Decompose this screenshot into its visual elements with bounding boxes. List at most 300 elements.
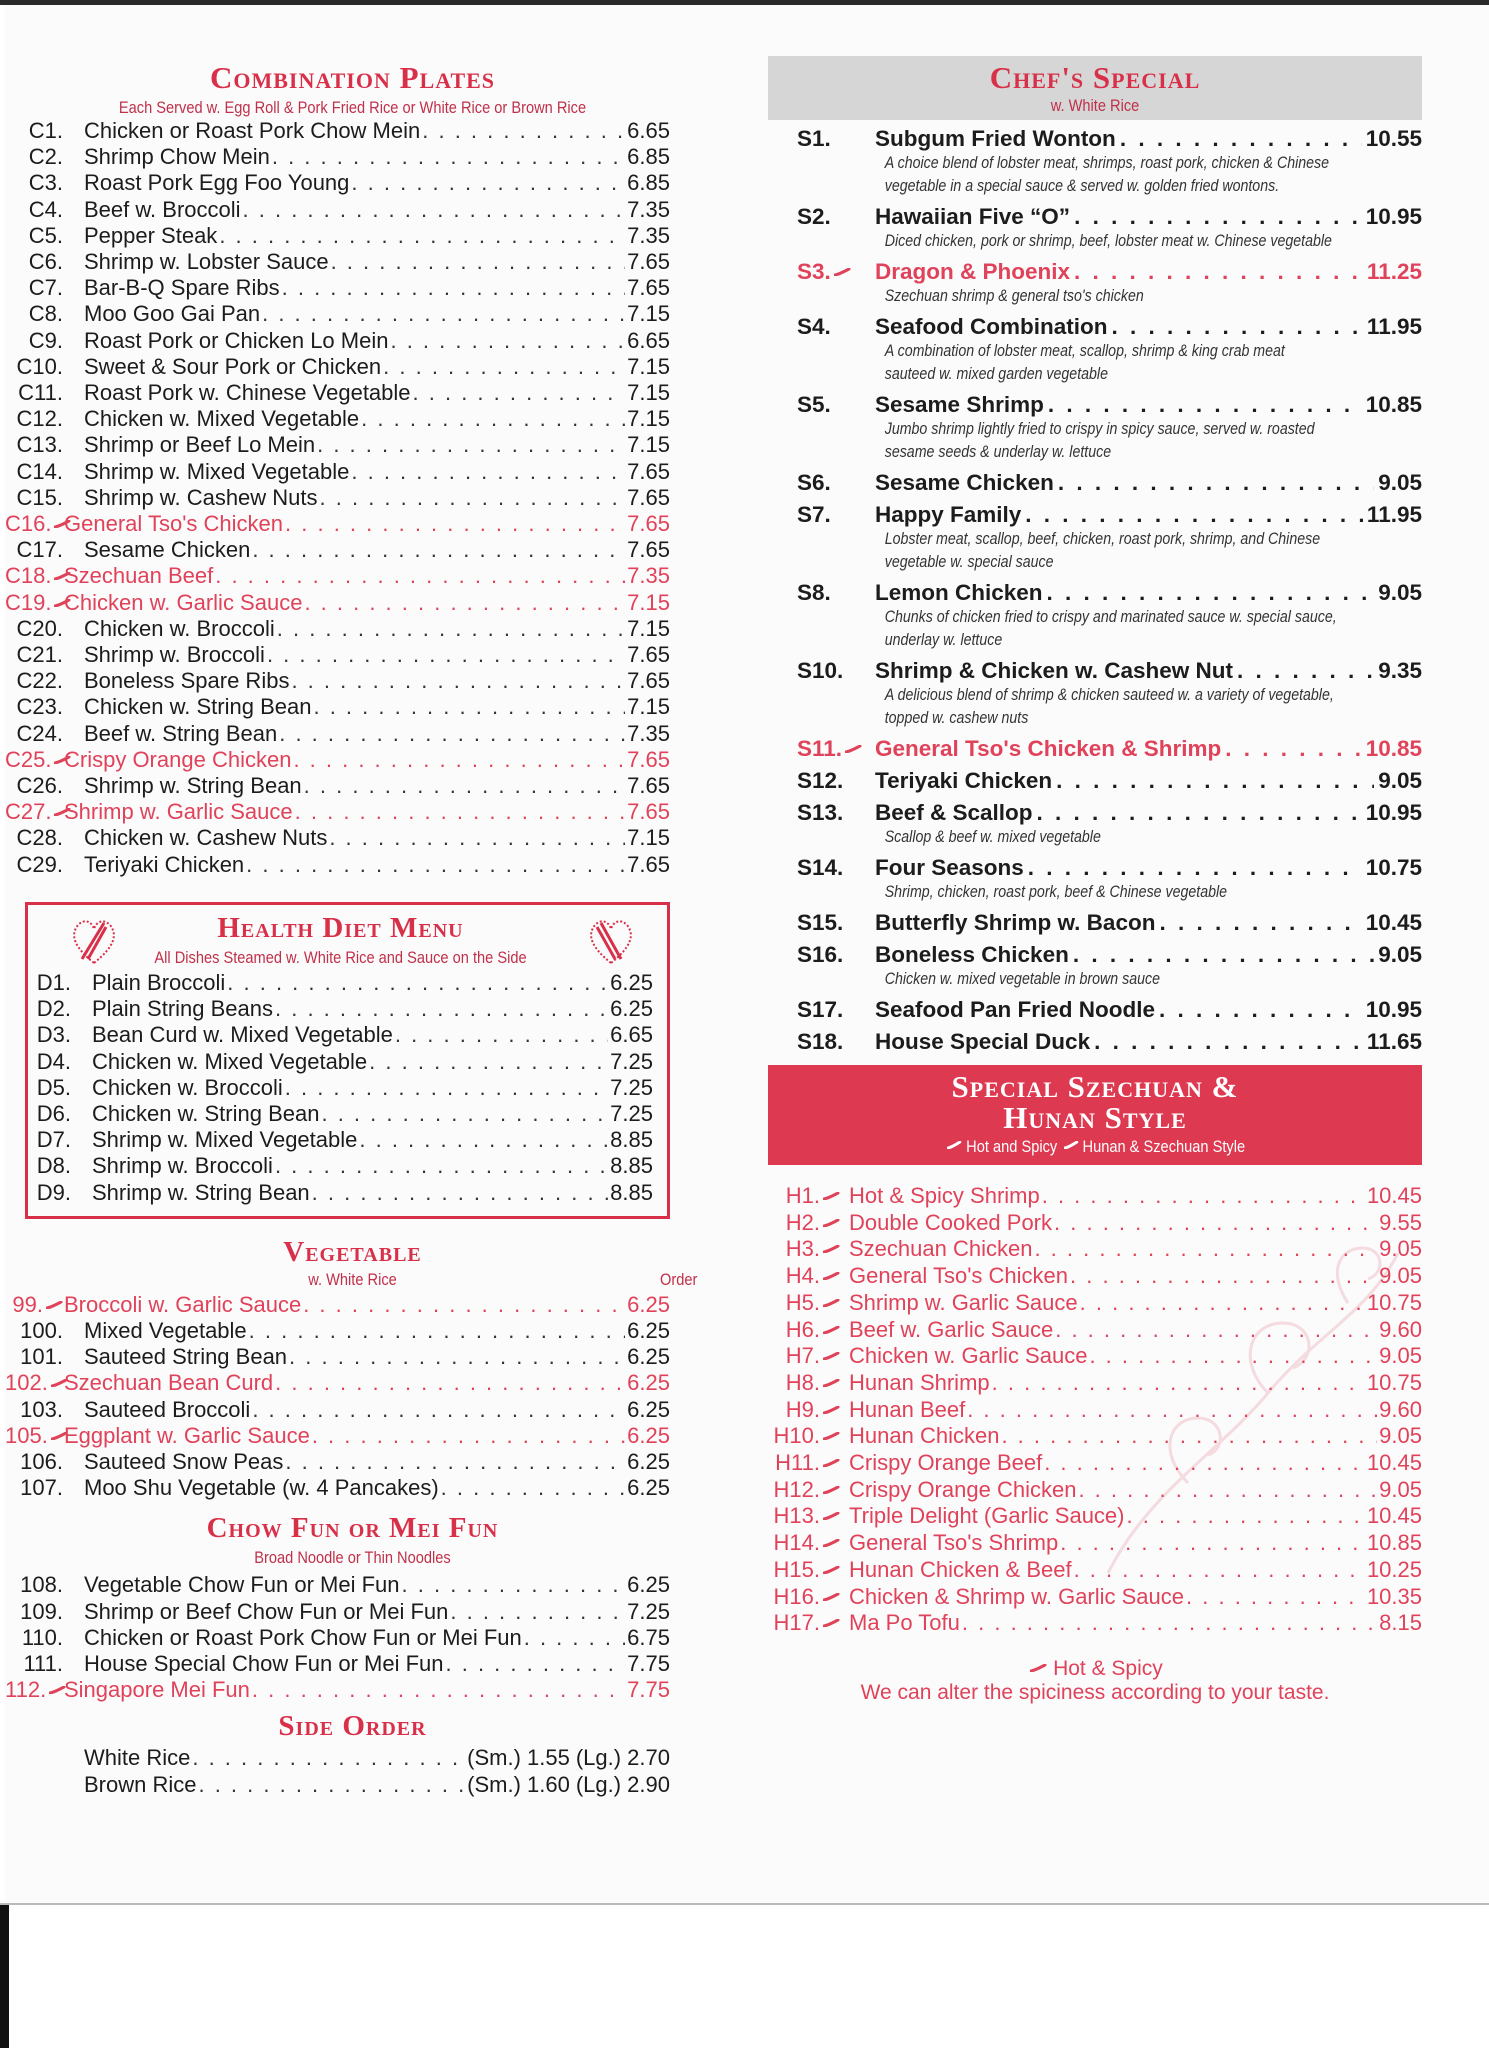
menu-item	[5, 459, 670, 485]
chef-special-item	[797, 997, 1422, 1023]
chili-pepper-icon	[845, 745, 862, 753]
item-code: C1.	[28, 118, 63, 143]
dot-leader	[1078, 1477, 1377, 1504]
item-name: Singapore Mei Fun	[64, 1677, 250, 1703]
item-name: Sesame Chicken	[84, 537, 251, 563]
item-code: C29.	[16, 851, 63, 877]
chili-pepper-icon	[823, 1619, 840, 1627]
item-name: Chicken w. String Bean	[84, 694, 312, 720]
dot-leader	[351, 459, 625, 485]
chowfun-subtitle: Broad Noodle or Thin Noodles	[254, 1548, 451, 1568]
chili-pepper-icon	[46, 1301, 63, 1309]
item-name: Chicken or Roast Pork Chow Fun or Mei Fun	[84, 1624, 522, 1650]
item-price: 7.15	[627, 432, 670, 458]
item-price: 7.75	[627, 1650, 670, 1676]
item-price: 10.75	[1366, 1289, 1422, 1315]
dot-leader	[312, 1180, 609, 1206]
menu-item	[768, 1423, 1422, 1450]
menu-item	[13, 1101, 653, 1127]
menu-item	[768, 1610, 1422, 1637]
menu-item	[13, 970, 653, 996]
item-code: C15.	[16, 484, 63, 510]
menu-item	[5, 825, 670, 851]
szechuan-title-line1: Special Szechuan &	[951, 1069, 1239, 1104]
dot-leader	[252, 1677, 625, 1703]
item-price: 6.25	[627, 1344, 670, 1370]
item-price: 10.45	[1365, 910, 1422, 935]
item-name: Vegetable Chow Fun or Mei Fun	[84, 1572, 400, 1598]
item-code: H16.	[768, 1584, 842, 1611]
item-name: Seafood Combination	[875, 314, 1108, 339]
szechuan-title-line2: Hunan Style	[1003, 1100, 1187, 1135]
item-name: Double Cooked Pork	[849, 1209, 1053, 1235]
menu-item	[768, 1503, 1422, 1530]
item-price: 9.05	[1379, 1236, 1422, 1262]
menu-item	[5, 1449, 670, 1475]
dot-leader	[1037, 800, 1362, 826]
item-code: D7.	[36, 1127, 71, 1153]
item-name: Crispy Orange Beef	[849, 1450, 1043, 1476]
item-price: 7.75	[627, 1677, 670, 1703]
item-price: 9.60	[1379, 1316, 1422, 1342]
dot-leader	[1073, 942, 1374, 968]
item-code: C14.	[16, 458, 63, 484]
item-name: Beef & Scallop	[875, 800, 1033, 825]
item-code: C16.	[5, 511, 64, 537]
item-code: C28.	[16, 825, 63, 851]
menu-item	[768, 1397, 1422, 1424]
chef-special-item	[797, 910, 1422, 936]
item-code: H10.	[768, 1423, 842, 1450]
item-description: Chicken w. mixed vegetable in brown sauce	[884, 970, 1161, 988]
dot-leader	[1070, 1263, 1377, 1290]
menu-item	[768, 1210, 1422, 1237]
item-price: 7.15	[627, 380, 670, 406]
item-code: D9.	[36, 1179, 71, 1205]
item-name: Ma Po Tofu	[849, 1610, 960, 1636]
dot-leader	[304, 590, 625, 616]
item-price: 6.65	[627, 327, 670, 353]
item-code: S12.	[797, 768, 844, 793]
dot-leader	[219, 223, 625, 249]
szechuan-list	[768, 1183, 1422, 1637]
item-name: Roast Pork Egg Foo Young	[84, 170, 350, 196]
dot-leader	[312, 1423, 625, 1449]
dot-leader	[249, 1318, 626, 1344]
chef-special-item	[797, 942, 1422, 991]
item-price: 7.65	[627, 851, 670, 877]
combination-subtitle: Each Served w. Egg Roll & Pork Fried Rice or White Rice or Brown Rice	[118, 98, 587, 117]
dot-leader	[246, 852, 625, 878]
item-code: C27.	[5, 799, 64, 825]
menu-item	[5, 747, 670, 773]
item-price: 7.15	[627, 615, 670, 641]
item-description: A delicious blend of shrimp & chicken sauteed w. a variety of vegetable,	[884, 686, 1334, 704]
chowfun-list	[5, 1572, 670, 1703]
item-price: 8.85	[610, 1127, 653, 1153]
menu-item	[5, 170, 670, 196]
menu-item	[5, 301, 670, 327]
menu-item	[768, 1370, 1422, 1397]
menu-item	[5, 721, 670, 747]
menu-item	[5, 1370, 670, 1396]
dot-leader	[317, 432, 625, 458]
menu-item	[5, 1572, 670, 1598]
item-name: Shrimp Chow Mein	[84, 144, 270, 170]
item-price: 6.25	[610, 996, 653, 1022]
item-code: 108.	[20, 1572, 63, 1598]
item-code: D2.	[36, 996, 71, 1022]
dot-leader	[1044, 1450, 1365, 1477]
dot-leader	[272, 144, 625, 170]
item-price: 7.25	[610, 1048, 653, 1074]
item-name: Hot & Spicy Shrimp	[849, 1183, 1040, 1208]
dot-leader	[243, 197, 626, 223]
dot-leader	[285, 511, 625, 537]
chef-item-row	[797, 855, 1422, 881]
item-price: 7.35	[627, 563, 670, 589]
item-name: Beef w. String Bean	[84, 720, 278, 746]
item-name: Hunan Chicken & Beef	[849, 1556, 1072, 1582]
menu-item	[5, 1344, 670, 1370]
chili-pepper-icon	[823, 1245, 840, 1253]
menu-item	[5, 1397, 670, 1423]
item-code: H13.	[768, 1503, 842, 1530]
chili-pepper-icon	[1064, 1141, 1079, 1149]
item-price: 6.65	[627, 118, 670, 143]
item-code: H7.	[768, 1343, 842, 1370]
menu-item	[768, 1290, 1422, 1317]
chili-pepper-icon	[823, 1192, 840, 1200]
menu-item	[5, 275, 670, 301]
chef-item-row	[797, 658, 1422, 684]
chef-item-row	[797, 1029, 1422, 1055]
dot-leader	[1080, 1290, 1365, 1317]
dot-leader	[1074, 1557, 1365, 1584]
item-name: Boneless Chicken	[875, 942, 1069, 967]
item-code: 99.	[5, 1292, 64, 1318]
dot-leader	[282, 275, 626, 301]
item-price: 7.65	[627, 275, 670, 301]
chef-special-item	[797, 126, 1422, 198]
dot-leader	[1025, 502, 1363, 528]
item-code: S1.	[797, 126, 831, 151]
item-name: Chicken w. Mixed Vegetable	[92, 1048, 368, 1074]
item-name: Teriyaki Chicken	[875, 768, 1053, 793]
small-price: (Sm.) 1.55	[467, 1745, 570, 1771]
dot-leader	[1047, 580, 1375, 606]
large-price: (Lg.) 2.90	[575, 1771, 670, 1797]
szechuan-banner	[768, 1065, 1422, 1165]
menu-item	[5, 432, 670, 458]
dot-leader	[252, 537, 625, 563]
item-code: S10.	[797, 658, 844, 683]
item-name: Plain Broccoli	[92, 969, 226, 995]
item-name: Shrimp & Chicken w. Cashew Nut	[875, 658, 1233, 683]
item-code: C10.	[16, 353, 63, 379]
item-name: Roast Pork or Chicken Lo Mein	[84, 327, 389, 353]
item-code: S8.	[797, 580, 831, 605]
dot-leader	[267, 642, 625, 668]
item-code: C9.	[28, 327, 63, 353]
item-code: S11.	[797, 736, 849, 762]
item-code: S16.	[797, 942, 844, 967]
item-name: Shrimp w. String Bean	[92, 1179, 310, 1205]
item-name: Shrimp w. Mixed Vegetable	[84, 458, 350, 484]
chef-special-item	[797, 736, 1422, 762]
item-name: Boneless Spare Ribs	[84, 668, 290, 694]
item-code: C7.	[28, 275, 63, 301]
menu-item	[13, 1049, 653, 1075]
health-title: Health Diet Menu	[217, 911, 464, 944]
dot-leader	[285, 1075, 608, 1101]
chef-item-row	[797, 736, 1422, 762]
item-price: 6.25	[627, 1448, 670, 1474]
menu-item	[768, 1263, 1422, 1290]
chef-title: Chef's Special	[989, 60, 1201, 95]
item-price: 10.45	[1366, 1183, 1422, 1208]
item-code: 100.	[20, 1317, 63, 1343]
item-code: H1.	[768, 1183, 842, 1210]
dot-leader	[331, 249, 626, 275]
item-name: House Special Duck	[875, 1029, 1091, 1054]
side-order-list	[5, 1745, 670, 1797]
chef-special-item	[797, 502, 1422, 574]
chili-pepper-icon	[823, 1299, 840, 1307]
item-name: Shrimp or Beef Chow Fun or Mei Fun	[84, 1598, 449, 1624]
item-price: 10.75	[1366, 1369, 1422, 1395]
item-name: Bar-B-Q Spare Ribs	[84, 275, 280, 301]
chili-pepper-icon	[823, 1432, 840, 1440]
menu-item	[768, 1584, 1422, 1611]
item-price: 6.25	[627, 1572, 670, 1598]
health-list	[13, 970, 653, 1206]
dot-leader	[329, 825, 625, 851]
menu-item	[5, 642, 670, 668]
chef-item-row	[797, 259, 1422, 285]
item-code: S13.	[797, 800, 844, 825]
item-code: D5.	[36, 1074, 71, 1100]
item-name: Crispy Orange Chicken	[64, 746, 292, 772]
menu-item	[768, 1183, 1422, 1210]
hot-spicy-label: Hot and Spicy	[966, 1137, 1058, 1156]
item-price: 9.05	[1378, 470, 1422, 495]
menu-item	[5, 144, 670, 170]
chef-special-item	[797, 658, 1422, 730]
chef-item-row	[797, 997, 1422, 1023]
menu-item	[5, 1475, 670, 1501]
item-code: C26.	[16, 773, 63, 799]
menu-item	[5, 328, 670, 354]
item-code: S7.	[797, 502, 831, 527]
item-name: Pepper Steak	[84, 222, 218, 248]
chef-special-item	[797, 314, 1422, 386]
dot-leader	[1058, 470, 1374, 496]
item-code: C13.	[16, 432, 63, 458]
item-name: Four Seasons	[875, 855, 1024, 880]
dot-leader	[275, 996, 608, 1022]
item-price: 6.25	[627, 1370, 670, 1396]
item-code: C24.	[16, 720, 63, 746]
chili-pepper-icon	[54, 520, 71, 528]
item-name: Chicken w. Cashew Nuts	[84, 825, 328, 851]
item-price: 10.95	[1365, 800, 1422, 825]
item-price: 6.25	[627, 1475, 670, 1501]
item-name: Chicken w. Broccoli	[84, 615, 275, 641]
item-code: 103.	[20, 1396, 63, 1422]
dot-leader	[1034, 1236, 1377, 1263]
dot-leader	[962, 1610, 1377, 1637]
chef-item-row	[797, 126, 1422, 152]
item-name: Shrimp w. Garlic Sauce	[64, 799, 293, 825]
item-name: General Tso's Chicken	[849, 1263, 1069, 1289]
dot-leader	[413, 380, 626, 406]
legend-label: Hot & Spicy	[1053, 1656, 1163, 1680]
item-code: S4.	[797, 314, 831, 339]
dot-leader	[1094, 1029, 1363, 1055]
menu-item	[768, 1477, 1422, 1504]
item-code: C4.	[28, 196, 63, 222]
vegetable-subtitle: w. White Rice	[308, 1269, 397, 1289]
chef-subtitle: w. White Rice	[1050, 96, 1140, 115]
item-price: 7.65	[627, 249, 670, 275]
chef-item-row	[797, 470, 1422, 496]
item-name: Szechuan Beef	[64, 563, 214, 589]
item-description: Shrimp, chicken, roast pork, beef & Chinese vegetable	[884, 883, 1228, 901]
chili-pepper-icon	[823, 1379, 840, 1387]
item-name: Moo Goo Gai Pan	[84, 301, 261, 327]
menu-item	[5, 511, 670, 537]
item-price: 7.65	[627, 511, 670, 537]
item-name: Chicken w. Garlic Sauce	[849, 1343, 1088, 1369]
menu-item	[13, 996, 653, 1022]
item-price: 7.15	[627, 694, 670, 720]
item-price: 10.25	[1366, 1556, 1422, 1582]
menu-item	[5, 354, 670, 380]
item-name: Dragon & Phoenix	[875, 259, 1071, 284]
dot-leader	[1074, 259, 1363, 285]
item-code: D1.	[36, 969, 71, 995]
item-price: 6.25	[610, 969, 653, 995]
dot-leader	[446, 1651, 626, 1677]
dot-leader	[361, 406, 625, 432]
menu-item	[5, 249, 670, 275]
item-price: 6.25	[627, 1317, 670, 1343]
item-description: sauteed w. mixed garden vegetable	[884, 365, 1108, 383]
dot-leader	[277, 616, 625, 642]
dot-leader	[1056, 768, 1374, 794]
dot-leader	[1127, 1503, 1365, 1530]
item-description: vegetable w. special sauce	[884, 553, 1054, 571]
item-code: D8.	[36, 1153, 71, 1179]
dot-leader	[1186, 1584, 1365, 1611]
item-price: 7.25	[610, 1074, 653, 1100]
chili-pepper-icon	[823, 1512, 840, 1520]
menu-item	[5, 1625, 670, 1651]
item-code: 111.	[23, 1650, 63, 1676]
dot-leader	[422, 118, 625, 144]
item-price: 10.45	[1366, 1450, 1422, 1476]
dot-leader	[215, 563, 625, 589]
dot-leader	[275, 1370, 625, 1396]
dot-leader	[1159, 910, 1361, 936]
dot-leader	[304, 773, 626, 799]
item-code: C5.	[28, 222, 63, 248]
dot-leader	[383, 354, 625, 380]
item-description: Chunks of chicken fried to crispy and marinated sauce w. special sauce,	[884, 608, 1337, 626]
menu-item	[5, 485, 670, 511]
item-code: C23.	[16, 694, 63, 720]
spiciness-note: We can alter the spiciness according to your taste.	[860, 1680, 1330, 1704]
item-code: H17.	[768, 1610, 842, 1637]
item-price: 7.65	[627, 746, 670, 772]
item-price: 6.85	[627, 170, 670, 196]
menu-item	[5, 223, 670, 249]
item-code: H6.	[768, 1317, 842, 1344]
item-code: C22.	[16, 668, 63, 694]
small-price: (Sm.) 1.60	[467, 1771, 570, 1797]
item-code: S14.	[797, 855, 844, 880]
chili-pepper-icon	[54, 572, 71, 580]
dot-leader	[441, 1475, 626, 1501]
chili-pepper-icon	[823, 1566, 840, 1574]
dot-leader	[1060, 1530, 1365, 1557]
menu-item	[5, 694, 670, 720]
menu-item	[5, 380, 670, 406]
item-price: 7.15	[627, 825, 670, 851]
item-code: S3.	[797, 259, 849, 285]
chef-item-row	[797, 942, 1422, 968]
item-name: Shrimp w. Mixed Vegetable	[92, 1127, 358, 1153]
health-diet-box	[25, 902, 670, 1219]
menu-item	[13, 1022, 653, 1048]
dot-leader	[321, 1101, 608, 1127]
item-price: 9.55	[1379, 1209, 1422, 1235]
chef-special-item	[797, 204, 1422, 253]
chili-pepper-icon	[823, 1539, 840, 1547]
item-price: 7.65	[627, 773, 670, 799]
chili-pepper-icon	[823, 1326, 840, 1334]
item-name: Szechuan Bean Curd	[64, 1370, 274, 1396]
item-price: 7.15	[627, 353, 670, 379]
item-description: Lobster meat, scallop, beef, chicken, roast pork, shrimp, and Chinese	[884, 530, 1321, 548]
item-code: 105.	[5, 1423, 64, 1449]
chef-item-row	[797, 204, 1422, 230]
hot-spicy-legend	[768, 1657, 1422, 1681]
menu-item	[5, 406, 670, 432]
item-description: Diced chicken, pork or shrimp, beef, lobster meat w. Chinese vegetable	[884, 232, 1332, 250]
dot-leader	[1028, 855, 1362, 881]
item-code: C17.	[16, 537, 63, 563]
item-code: D4.	[36, 1048, 71, 1074]
item-name: Sauteed Broccoli	[84, 1396, 251, 1422]
item-price: 6.65	[610, 1022, 653, 1048]
dot-leader	[1055, 1317, 1377, 1344]
menu-item	[768, 1236, 1422, 1263]
item-code: 106.	[20, 1448, 63, 1474]
dot-leader	[262, 301, 625, 327]
item-name: White Rice	[84, 1745, 191, 1771]
menu-item	[5, 1599, 670, 1625]
item-code: H12.	[768, 1477, 842, 1504]
item-name: General Tso's Shrimp	[849, 1530, 1059, 1556]
chili-pepper-icon	[823, 1219, 840, 1227]
chef-special-item	[797, 580, 1422, 652]
dot-leader	[1237, 658, 1374, 684]
item-description: A combination of lobster meat, scallop, shrimp & king crab meat	[884, 342, 1285, 360]
order-label: Order	[659, 1269, 697, 1289]
item-name: Shrimp w. Broccoli	[84, 642, 265, 668]
